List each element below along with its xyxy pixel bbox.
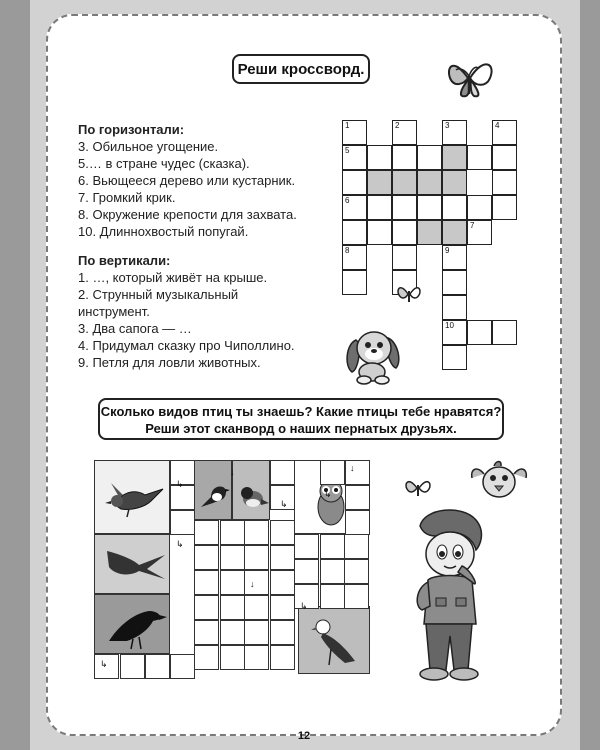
scanword-cell[interactable] [345,460,370,485]
clue-across: 7. Громкий крик. [78,190,176,205]
scanword-cell[interactable] [244,545,269,570]
question-line: Сколько видов птиц ты знаешь? Какие птицы тебе нравятся? [100,404,502,419]
scanword-cell[interactable] [320,534,345,559]
butterfly-icon [404,476,432,500]
scanword-cell[interactable] [170,510,195,535]
crossword-cell[interactable] [367,170,392,195]
scanword-cell[interactable] [170,654,195,679]
clue-across: 3. Обильное угощение. [78,139,219,154]
page-number: 12 [297,730,311,742]
scanword-cell[interactable] [244,595,269,620]
crossword-cell[interactable] [392,220,417,245]
direction-arrow-icon: ↳ [300,601,308,611]
clue-number: 9 [445,246,450,255]
crossword-cell[interactable] [442,220,467,245]
across-heading: По горизонтали: [78,122,185,137]
scanword-grid [94,460,374,682]
crossword-cell[interactable] [392,195,417,220]
crossword-cell[interactable] [367,220,392,245]
clue-number: 5 [345,146,350,155]
clue-down: 3. Два сапога — … [78,321,192,336]
direction-arrow-icon: ↓ [230,467,235,477]
clue-number: 7 [470,221,475,230]
scanword-cell[interactable] [270,595,295,620]
scanword-cell[interactable] [270,570,295,595]
direction-arrow-icon: ↳ [100,659,108,669]
clue-number: 2 [395,121,400,130]
crossword-cell[interactable] [417,195,442,220]
clue-down: инструмент. [78,304,150,319]
clue-down: 1. …, который живёт на крыше. [78,270,268,285]
crossword-cell[interactable] [492,120,517,145]
direction-arrow-icon: ↓ [350,463,355,473]
crossword-cell[interactable] [492,145,517,170]
scanword-cell[interactable] [344,559,369,584]
crossword-cell[interactable] [367,145,392,170]
scanword-cell[interactable] [344,584,369,609]
clue-down: 2. Струнный музыкальный [78,287,239,302]
crow-bird-icon [99,601,167,649]
crossword-cell[interactable] [492,170,517,195]
clue-across: 8. Окружение крепости для захвата. [78,207,297,222]
crossword-title: Реши кроссворд. [232,54,370,84]
clue-number: 1 [345,121,350,130]
crossword-cell[interactable] [467,145,492,170]
clue-number: 4 [495,121,500,130]
scanword-cell[interactable] [244,645,269,670]
crossword-cell[interactable] [342,170,367,195]
crossword-cell[interactable] [442,195,467,220]
crossword-cell[interactable] [442,145,467,170]
scanword-cell[interactable] [220,620,245,645]
crow-picture [94,594,170,654]
scanword-cell[interactable] [244,620,269,645]
scanword-question [98,398,504,440]
direction-arrow-icon: ↓ [250,579,255,589]
scanword-cell[interactable] [220,595,245,620]
direction-arrow-icon: ↳ [324,489,332,499]
crossword-cell[interactable] [342,270,367,295]
scanword-cell[interactable] [220,645,245,670]
clue-across: 10. Длиннохвостый попугай. [78,224,249,239]
crossword-cell[interactable] [367,195,392,220]
boy-icon [406,506,490,682]
crossword-cell[interactable] [442,245,467,270]
magpie-bird-icon [197,477,231,513]
scanword-cell[interactable] [244,520,269,545]
crossword-cell[interactable] [392,120,417,145]
crossword-cell[interactable] [417,145,442,170]
scanword-cell[interactable] [345,485,370,510]
butterfly-icon [444,56,496,102]
butterfly-icon [396,282,422,306]
scanword-cell[interactable] [194,520,219,545]
scanword-cell[interactable] [244,570,269,595]
bullfinch-picture [232,460,270,520]
clue-across: 6. Вьющееся дерево или кустарник. [78,173,296,188]
scanword-cell[interactable] [120,654,145,679]
crossword-cell[interactable] [417,220,442,245]
eagle-bird-icon [309,615,365,669]
scanword-cell[interactable] [270,520,295,545]
scanword-cell[interactable] [294,534,319,559]
crossword-cell[interactable] [467,320,492,345]
clue-across: 5.… в стране чудес (сказка). [78,156,250,171]
bird-icon [468,458,530,502]
swallow-bird-icon [99,545,167,585]
crossword-cell[interactable] [417,170,442,195]
scanword-cell[interactable] [194,570,219,595]
crossword-cell[interactable] [492,195,517,220]
scanword-cell[interactable] [270,545,295,570]
clue-number: 8 [345,246,350,255]
crossword-cell[interactable] [342,220,367,245]
scanword-cell[interactable] [294,559,319,584]
crossword-cell[interactable] [442,170,467,195]
crossword-cell[interactable] [442,120,467,145]
clues-block [78,121,338,371]
cuckoo-bird-icon [101,475,165,519]
question-line: Реши этот сканворд о наших пернатых друзьях. [145,421,457,436]
scanword-cell[interactable] [270,620,295,645]
scanword-cell[interactable] [145,654,170,679]
crossword-cell[interactable] [342,245,367,270]
scanword-cell[interactable] [194,545,219,570]
scanword-cell[interactable] [220,545,245,570]
crossword-cell[interactable] [442,320,467,345]
scanword-cell[interactable] [270,460,295,485]
scanword-cell[interactable] [270,645,295,670]
crossword-cell[interactable] [442,295,467,320]
clue-number: 6 [345,196,350,205]
crossword-cell[interactable] [392,170,417,195]
scanword-cell[interactable] [320,559,345,584]
crossword-cell[interactable] [467,195,492,220]
direction-arrow-icon: ↳ [176,539,184,549]
crossword-cell[interactable] [342,120,367,145]
crossword-cell[interactable] [442,345,467,370]
clue-number: 10 [445,321,454,330]
clue-down: 9. Петля для ловли животных. [78,355,261,370]
scanword-cell[interactable] [220,570,245,595]
scanword-cell[interactable] [320,460,345,485]
down-heading: По вертикали: [78,253,171,268]
direction-arrow-icon: ↳ [176,479,184,489]
clue-down: 4. Придумал сказку про Чиполлино. [78,338,295,353]
scanword-cell[interactable] [194,645,219,670]
eagle-picture [298,606,370,674]
crossword-cell[interactable] [442,270,467,295]
bullfinch-bird-icon [235,479,269,515]
crossword-cell[interactable] [342,195,367,220]
crossword-grid [342,120,523,350]
clue-number: 3 [445,121,450,130]
scanword-cell[interactable] [344,534,369,559]
crossword-cell[interactable] [392,245,417,270]
crossword-cell[interactable] [492,320,517,345]
cuckoo-picture [94,460,170,534]
scanword-cell[interactable] [194,595,219,620]
scanword-cell[interactable] [345,510,370,535]
bunny-icon [342,322,404,384]
magpie-picture [194,460,232,520]
crossword-cell[interactable] [467,220,492,245]
scanword-cell[interactable] [220,520,245,545]
scanword-cell[interactable] [194,620,219,645]
crossword-cell[interactable] [342,145,367,170]
crossword-cell[interactable] [392,145,417,170]
direction-arrow-icon: ↳ [280,499,288,509]
scanword-cell[interactable] [320,584,345,609]
swallow-picture [94,534,170,594]
